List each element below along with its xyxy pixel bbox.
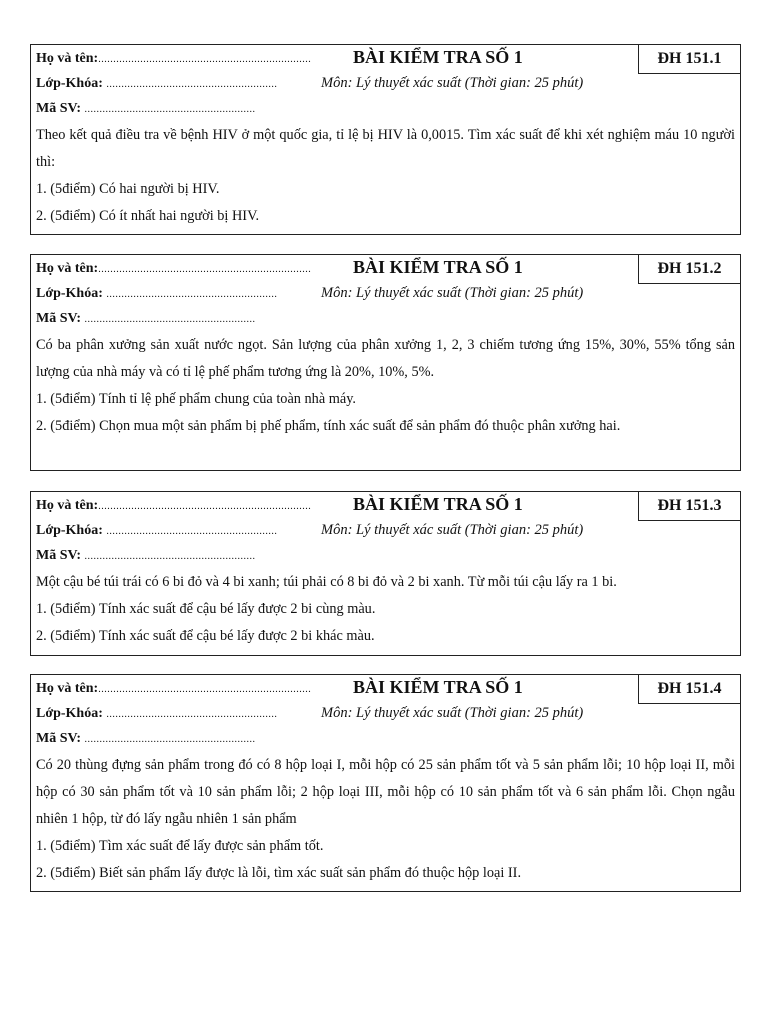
name-field: Họ và tên:....................................................................... bbox=[36, 681, 312, 696]
question-1: 1. (5điểm) Tìm xác suất để lấy được sản phẩm tốt. bbox=[36, 838, 324, 854]
exam-card-3 bbox=[30, 491, 741, 656]
name-field: Họ và tên:....................................................................... bbox=[36, 498, 312, 513]
exam-card-4 bbox=[30, 674, 741, 892]
student-id-label: Mã SV: bbox=[36, 101, 81, 116]
student-id-label: Mã SV: bbox=[36, 311, 81, 326]
student-id-label: Mã SV: bbox=[36, 548, 81, 563]
exam-code: ĐH 151.2 bbox=[638, 254, 741, 284]
question-2: 2. (5điểm) Biết sản phẩm lấy được là lỗi, tìm xác suất sản phẩm đó thuộc hộp loại II. bbox=[36, 865, 522, 881]
exam-card-2 bbox=[30, 254, 741, 471]
name-field: Họ và tên:....................................................................... bbox=[36, 51, 312, 66]
problem-text: Theo kết quả điều tra về bệnh HIV ở một quốc gia, tỉ lệ bị HIV là 0,0015. Tìm xác suất để khi xét nghiệm máu 10 người thì: bbox=[36, 127, 735, 170]
name-label: Họ và tên: bbox=[36, 261, 99, 276]
exam-title: BÀI KIỂM TRA SỐ 1 bbox=[353, 677, 523, 697]
exam-title: BÀI KIỂM TRA SỐ 1 bbox=[353, 494, 523, 514]
name-field: Họ và tên:....................................................................... bbox=[36, 261, 312, 276]
question-2: 2. (5điểm) Chọn mua một sản phẩm bị phế phẩm, tính xác suất để sản phẩm đó thuộc phân xưởng hai. bbox=[36, 418, 621, 434]
subject-line: Môn: Lý thuyết xác suất (Thời gian: 25 phút) bbox=[321, 285, 584, 301]
exam-code: ĐH 151.3 bbox=[638, 491, 741, 521]
exam-body bbox=[36, 332, 735, 440]
student-id-label: Mã SV: bbox=[36, 731, 81, 746]
subject-line: Môn: Lý thuyết xác suất (Thời gian: 25 phút) bbox=[321, 705, 584, 721]
question-1: 1. (5điểm) Có hai người bị HIV. bbox=[36, 181, 220, 197]
student-id-field: Mã SV: ......................................................... bbox=[36, 731, 256, 746]
name-label: Họ và tên: bbox=[36, 51, 99, 66]
class-field: Lớp-Khóa: ......................................................... bbox=[36, 76, 278, 91]
exam-body bbox=[36, 752, 735, 887]
student-id-field: Mã SV: ......................................................... bbox=[36, 101, 256, 116]
exam-title: BÀI KIỂM TRA SỐ 1 bbox=[353, 257, 523, 277]
exam-card-1 bbox=[30, 44, 741, 235]
question-2: 2. (5điểm) Tính xác suất để cậu bé lấy được 2 bi khác màu. bbox=[36, 628, 375, 644]
problem-text: Có 20 thùng đựng sản phẩm trong đó có 8 hộp loại I, mỗi hộp có 25 sản phẩm tốt và 5 sản phẩm lỗi; 10 hộp loại II, mỗi hộp có 30 sản phẩm tốt và 10 sản phẩm lỗi; 2 hộp loại III, mỗi hộp có 10 sản phẩm tốt và 6 sản phẩm lỗi. Chọn ngẫu nhiên 1 hộp, từ đó lấy ngẫu nhiên 1 sản phẩm bbox=[36, 757, 735, 827]
exam-code: ĐH 151.4 bbox=[638, 674, 741, 704]
problem-text: Một cậu bé túi trái có 6 bi đỏ và 4 bi xanh; túi phải có 8 bi đỏ và 2 bi xanh. Từ mỗi túi cậu lấy ra 1 bi. bbox=[36, 574, 617, 590]
class-field: Lớp-Khóa: ......................................................... bbox=[36, 706, 278, 721]
class-label: Lớp-Khóa: bbox=[36, 523, 103, 538]
exam-title: BÀI KIỂM TRA SỐ 1 bbox=[353, 47, 523, 67]
exam-body bbox=[36, 122, 735, 230]
question-1: 1. (5điểm) Tính xác suất để cậu bé lấy được 2 bi cùng màu. bbox=[36, 601, 376, 617]
class-label: Lớp-Khóa: bbox=[36, 706, 103, 721]
student-id-field: Mã SV: ......................................................... bbox=[36, 311, 256, 326]
subject-line: Môn: Lý thuyết xác suất (Thời gian: 25 phút) bbox=[321, 522, 584, 538]
class-field: Lớp-Khóa: ......................................................... bbox=[36, 523, 278, 538]
class-field: Lớp-Khóa: ......................................................... bbox=[36, 286, 278, 301]
exam-code: ĐH 151.1 bbox=[638, 44, 741, 74]
question-1: 1. (5điểm) Tính tỉ lệ phế phẩm chung của toàn nhà máy. bbox=[36, 391, 357, 407]
question-2: 2. (5điểm) Có ít nhất hai người bị HIV. bbox=[36, 208, 260, 224]
problem-text: Có ba phân xưởng sản xuất nước ngọt. Sản lượng của phân xưởng 1, 2, 3 chiếm tương ứng 15%, 30%, 55% tổng sản lượng của nhà máy và có tỉ lệ phế phẩm tương ứng là 20%, 10%, 5%. bbox=[36, 337, 735, 380]
name-label: Họ và tên: bbox=[36, 681, 99, 696]
class-label: Lớp-Khóa: bbox=[36, 286, 103, 301]
subject-line: Môn: Lý thuyết xác suất (Thời gian: 25 phút) bbox=[321, 75, 584, 91]
name-label: Họ và tên: bbox=[36, 498, 99, 513]
student-id-field: Mã SV: ......................................................... bbox=[36, 548, 256, 563]
class-label: Lớp-Khóa: bbox=[36, 76, 103, 91]
exam-body bbox=[36, 569, 735, 650]
